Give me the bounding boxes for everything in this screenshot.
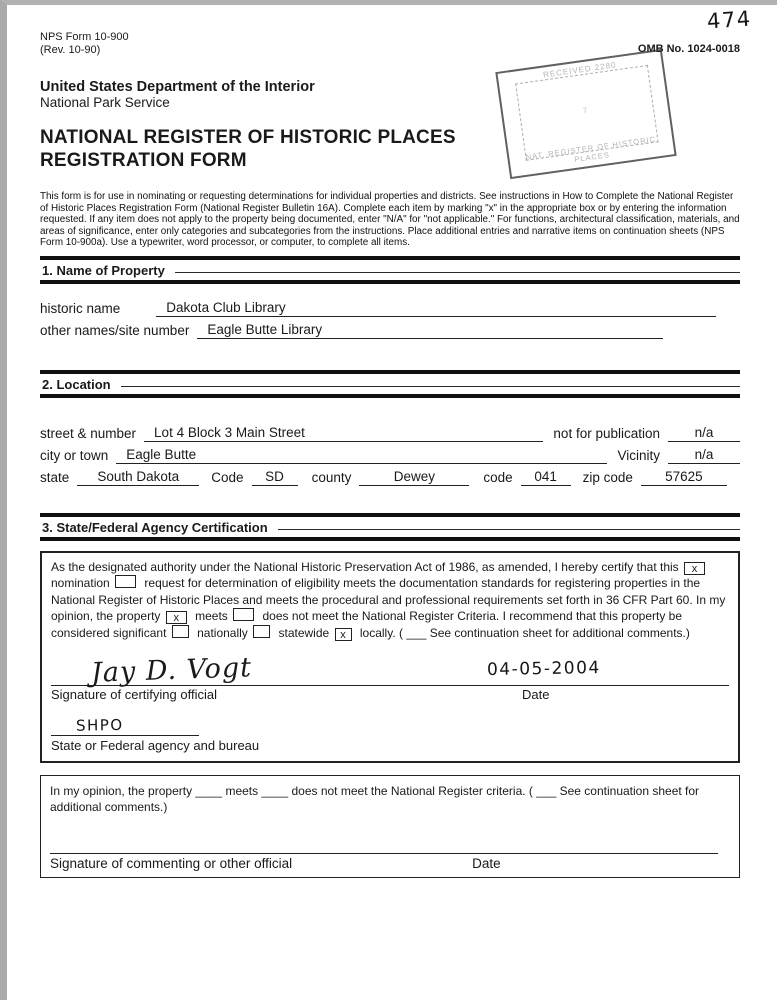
street-label: street & number — [40, 425, 137, 441]
historic-name-row — [40, 300, 740, 317]
omb-number: OMB No. 1024-0018 — [637, 43, 740, 55]
stamp-middle-mark: 7 — [582, 105, 589, 116]
stamp-register-text: NAT. REGISTER OF HISTORIC PLACES — [525, 134, 657, 165]
nationally-label: nationally — [197, 625, 248, 640]
request-checkbox — [115, 575, 136, 588]
handwritten-agency: SHPO — [75, 715, 124, 735]
heading-rule — [175, 272, 740, 273]
county-label: county — [311, 469, 352, 485]
commenting-official-box — [40, 775, 740, 878]
comment-opinion-text: In my opinion, the property ____ meets ____ does not meet the National Register criteria. ( ___ See continuation sheet for additional comments.) — [50, 784, 700, 814]
state-value: South Dakota — [77, 469, 199, 486]
city-value: Eagle Butte — [116, 447, 607, 464]
page-title-line1: NATIONAL REGISTER OF HISTORIC PLACES — [40, 127, 456, 148]
city-label: city or town — [40, 447, 109, 463]
department-title: United States Department of the Interior — [40, 79, 315, 95]
handwritten-page-number: 474 — [706, 6, 753, 34]
form-instructions: This form is for use in nominating or requesting determinations for individual properties and districts. See instructions in How to Complete the National Register of Historic Places Registration Form (National Register Bulletin 16A). Complete each item by marking "x" in the appropriate box or by entering the information requested. If any item does not apply to the property being documented, enter "N/A" for "not applicable." For functions, architectural classification, materials, and areas of significance, enter only categories and subcategories from the instructions. Place additional entries and narrative items on continuation sheets (NPS Form 10-900a). Use a typewriter, word processor, or computer, to complete all items. — [40, 191, 740, 249]
section1-heading: 1. Name of Property — [42, 262, 165, 278]
date-label: Date — [521, 687, 550, 702]
cert-seg1: As the designated authority under the National Historic Preservation Act of 1986, as amended, I hereby certify that this — [51, 559, 679, 574]
state-label: state — [40, 469, 70, 485]
zip-label: zip code — [582, 469, 633, 485]
vicinity-label: Vicinity — [617, 447, 660, 463]
scanned-form-page — [7, 5, 777, 1000]
cert-seg3: does not meet the National Register Criteria. I recommend that this property be considered significant — [51, 609, 683, 640]
locally-checkbox: x — [335, 628, 352, 641]
vicinity-value: n/a — [668, 447, 740, 464]
street-row — [40, 425, 740, 442]
form-revision: (Rev. 10-90) — [40, 44, 101, 56]
cert-seg2: request for determination of eligibility meets the documentation standards for registering properties in the National Register of Historic Places and meets the procedural and professional requirements set forth in 36 CFR Part 60. In my opinion, the property — [51, 576, 726, 624]
section3-heading-bar — [40, 513, 740, 541]
certifying-signature-label: Signature of certifying official — [51, 687, 217, 702]
certification-statement — [51, 559, 729, 641]
city-row — [40, 447, 740, 464]
nationally-checkbox — [172, 625, 189, 638]
zip-value: 57625 — [641, 469, 727, 486]
other-names-row — [40, 322, 740, 339]
does-not-meet-checkbox — [233, 608, 254, 621]
heading-rule — [121, 386, 740, 387]
certifying-signature-area — [51, 643, 729, 702]
nomination-checkbox: x — [684, 562, 705, 575]
handwritten-signature: Jay D. Vogt — [90, 652, 253, 689]
section2-heading: 2. Location — [42, 376, 111, 392]
not-for-publication-value: n/a — [668, 425, 740, 442]
historic-name-value: Dakota Club Library — [156, 300, 716, 317]
comment-date-label: Date — [472, 856, 501, 871]
state-code-value: SD — [252, 469, 298, 486]
section1-heading-bar — [40, 256, 740, 284]
commenting-signature-label: Signature of commenting or other official — [50, 856, 293, 871]
handwritten-date: 04-05-2004 — [486, 658, 601, 680]
form-number: NPS Form 10-900 — [40, 31, 129, 43]
meets-label: meets — [195, 609, 228, 624]
nomination-label: nomination — [51, 576, 110, 591]
county-value: Dewey — [359, 469, 469, 486]
state-code-label: Code — [211, 469, 244, 485]
stamp-received-text: RECEIVED 2280 — [542, 60, 618, 80]
other-names-value: Eagle Butte Library — [197, 322, 663, 339]
section2-fields — [40, 425, 740, 486]
state-row — [40, 469, 740, 486]
heading-rule — [278, 529, 740, 530]
county-code-value: 041 — [521, 469, 571, 486]
comment-blank-space — [50, 815, 730, 853]
page-title-line2: REGISTRATION FORM — [40, 150, 247, 171]
agency-bureau-label: State or Federal agency and bureau — [51, 738, 260, 753]
agency-bureau-area — [51, 716, 729, 753]
statewide-label: statewide — [278, 625, 330, 640]
section3-heading: 3. State/Federal Agency Certification — [42, 519, 268, 535]
form-number-block — [40, 31, 129, 57]
county-code-label: code — [483, 469, 513, 485]
other-names-label: other names/site number — [40, 322, 190, 338]
certification-box — [40, 551, 740, 763]
meets-checkbox: x — [166, 611, 187, 624]
section2-heading-bar — [40, 370, 740, 398]
locally-label: locally. — [359, 625, 396, 640]
section1-fields — [40, 300, 740, 339]
statewide-checkbox — [253, 625, 270, 638]
historic-name-label: historic name — [40, 300, 121, 316]
agency-name: National Park Service — [40, 95, 170, 110]
cert-seg4: ( ___ See continuation sheet for additional comments.) — [399, 625, 690, 640]
not-for-publication-label: not for publication — [553, 425, 660, 441]
street-value: Lot 4 Block 3 Main Street — [144, 425, 543, 442]
